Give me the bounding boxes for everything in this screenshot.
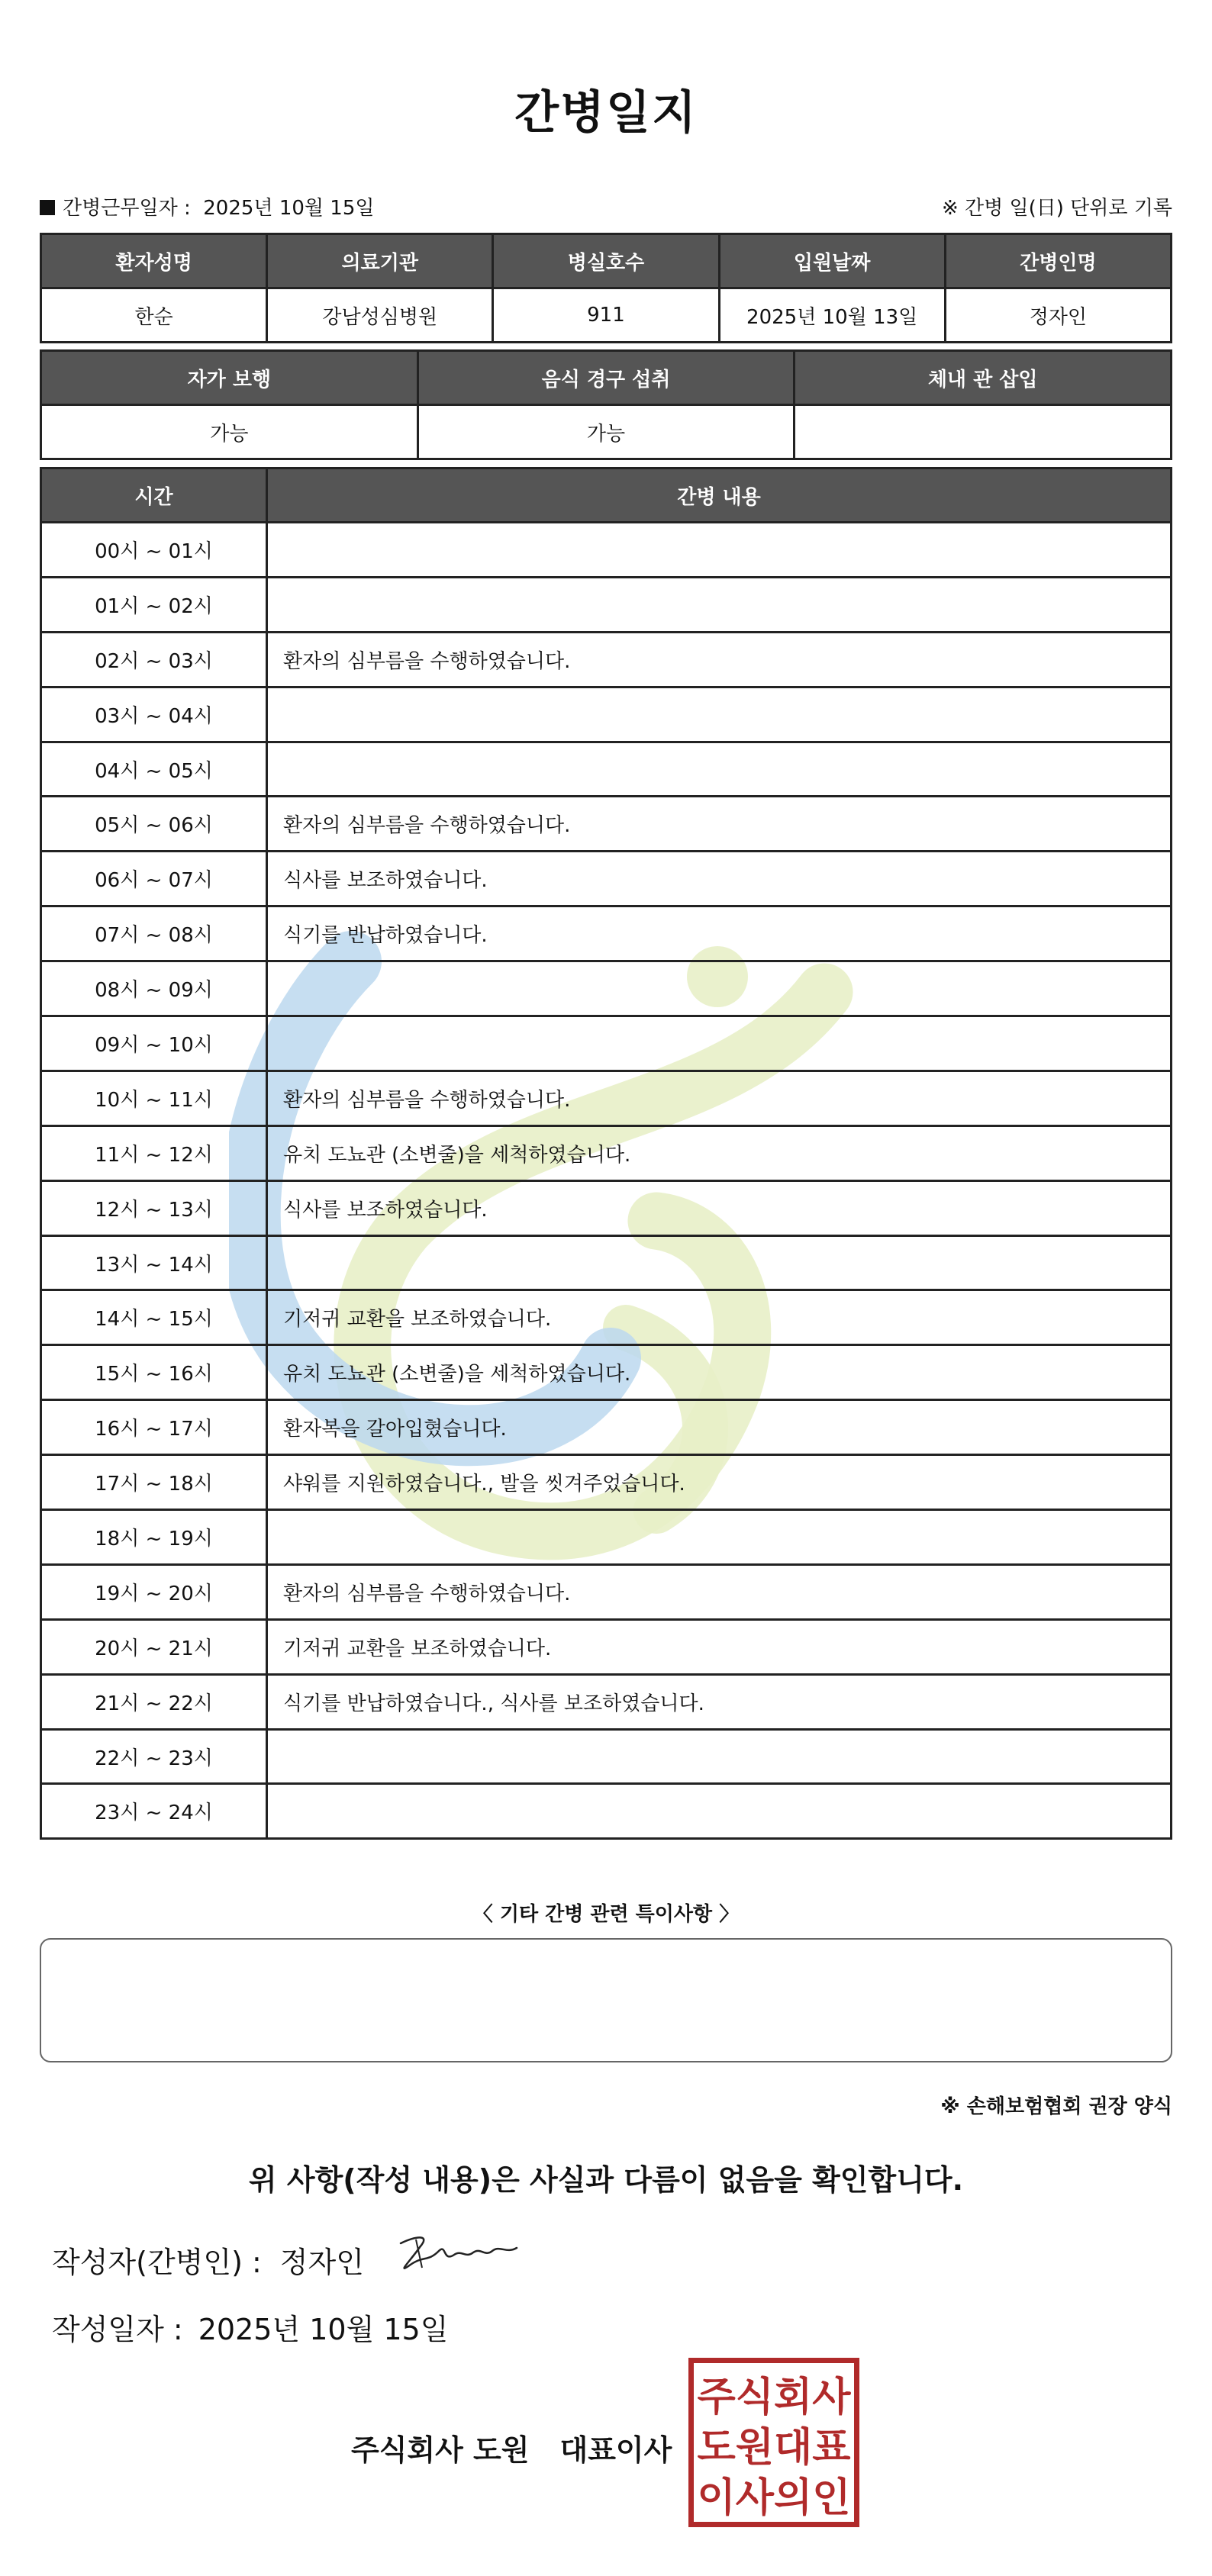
write-date-label: 작성일자 :	[52, 2313, 183, 2346]
time-cell: 14시 ~ 15시	[41, 1290, 267, 1345]
time-cell: 10시 ~ 11시	[41, 1071, 267, 1125]
caregiver-name-cell: 정자인	[945, 288, 1171, 343]
time-cell: 07시 ~ 08시	[41, 906, 267, 961]
care-content-cell: 환자의 심부름을 수행하였습니다.	[267, 797, 1172, 852]
table-row	[41, 632, 1172, 687]
care-content-cell: 샤워를 지원하였습니다., 발을 씻겨주었습니다.	[267, 1455, 1172, 1510]
time-cell: 05시 ~ 06시	[41, 797, 267, 852]
table-row	[41, 1016, 1172, 1071]
table-row	[41, 1674, 1172, 1729]
hospital-cell: 강남성심병원	[267, 288, 493, 343]
time-cell: 22시 ~ 23시	[41, 1729, 267, 1784]
care-content-cell	[267, 1016, 1172, 1071]
header-care-content: 간병 내용	[267, 469, 1172, 523]
time-cell: 16시 ~ 17시	[41, 1400, 267, 1455]
walking-cell: 가능	[41, 405, 418, 459]
table-row	[41, 1619, 1172, 1674]
care-content-cell: 식기를 반납하였습니다., 식사를 보조하였습니다.	[267, 1674, 1172, 1729]
care-content-cell: 환자의 심부름을 수행하였습니다.	[267, 1564, 1172, 1619]
header-tube: 체내 관 삽입	[795, 351, 1172, 405]
time-cell: 11시 ~ 12시	[41, 1125, 267, 1180]
table-row	[41, 742, 1172, 797]
work-date-value: 2025년 10월 15일	[203, 197, 375, 220]
time-cell: 02시 ~ 03시	[41, 632, 267, 687]
care-content-cell: 유치 도뇨관 (소변줄)을 세척하였습니다.	[267, 1125, 1172, 1180]
company-role: 대표이사	[559, 2433, 672, 2467]
header-room: 병실호수	[493, 234, 719, 288]
page-title: 간병일지	[514, 86, 698, 140]
table-row	[41, 523, 1172, 578]
table-row	[41, 906, 1172, 961]
header-caregiver-name: 간병인명	[945, 234, 1171, 288]
time-cell: 17시 ~ 18시	[41, 1455, 267, 1510]
table-row	[41, 1729, 1172, 1784]
unit-note: ※ 간병 일(日) 단위로 기록	[941, 197, 1172, 220]
time-cell: 15시 ~ 16시	[41, 1345, 267, 1400]
care-content-cell: 환자의 심부름을 수행하였습니다.	[267, 1071, 1172, 1125]
time-cell: 21시 ~ 22시	[41, 1674, 267, 1729]
writer-label: 작성자(간병인) :	[52, 2246, 262, 2279]
table-row	[41, 1400, 1172, 1455]
care-content-cell	[267, 1510, 1172, 1565]
care-content-cell: 기저귀 교환을 보조하였습니다.	[267, 1619, 1172, 1674]
table-row	[41, 1564, 1172, 1619]
square-bullet-icon	[40, 200, 55, 215]
table-row	[41, 797, 1172, 852]
time-cell: 20시 ~ 21시	[41, 1619, 267, 1674]
care-content-cell	[267, 687, 1172, 742]
table-row	[41, 687, 1172, 742]
table-row	[41, 577, 1172, 632]
care-content-cell: 환자복을 갈아입혔습니다.	[267, 1400, 1172, 1455]
notes-box	[40, 1938, 1172, 2062]
table-row	[41, 961, 1172, 1016]
table-row	[41, 1455, 1172, 1510]
patient-name-cell: 한순	[41, 288, 267, 343]
table-row	[41, 1071, 1172, 1125]
header-time: 시간	[41, 469, 267, 523]
header-walking: 자가 보행	[41, 351, 418, 405]
writer-row	[52, 2239, 364, 2281]
time-cell: 08시 ~ 09시	[41, 961, 267, 1016]
table-row	[41, 1180, 1172, 1235]
time-cell: 13시 ~ 14시	[41, 1235, 267, 1290]
care-content-cell: 환자의 심부름을 수행하였습니다.	[267, 632, 1172, 687]
time-cell: 23시 ~ 24시	[41, 1784, 267, 1839]
time-cell: 12시 ~ 13시	[41, 1180, 267, 1235]
care-content-cell	[267, 1784, 1172, 1839]
header-oral-intake: 음식 경구 섭취	[417, 351, 795, 405]
work-date-label: 간병근무일자 :	[63, 197, 191, 220]
care-content-cell	[267, 1729, 1172, 1784]
time-cell: 03시 ~ 04시	[41, 687, 267, 742]
table-row	[41, 1345, 1172, 1400]
care-content-cell	[267, 1235, 1172, 1290]
handwritten-signature-icon	[385, 2220, 523, 2281]
time-cell: 04시 ~ 05시	[41, 742, 267, 797]
care-content-cell: 유치 도뇨관 (소변줄)을 세척하였습니다.	[267, 1345, 1172, 1400]
patient-status-table	[40, 349, 1172, 460]
table-row	[41, 1510, 1172, 1565]
care-content-cell: 기저귀 교환을 보조하였습니다.	[267, 1290, 1172, 1345]
care-content-cell	[267, 742, 1172, 797]
table-row	[41, 1235, 1172, 1290]
time-cell: 00시 ~ 01시	[41, 523, 267, 578]
company-seal-stamp-icon	[688, 2358, 859, 2527]
seal-line-3: 이사의인	[697, 2475, 851, 2521]
seal-line-2: 도원대표	[697, 2425, 851, 2471]
room-cell: 911	[493, 288, 719, 343]
tube-cell	[795, 405, 1172, 459]
patient-info-table	[40, 233, 1172, 343]
table-row	[41, 1125, 1172, 1180]
write-date-row	[52, 2306, 448, 2348]
seal-line-1: 주식회사	[697, 2375, 851, 2420]
table-row	[41, 1784, 1172, 1839]
header-admission-date: 입원날짜	[719, 234, 945, 288]
company-row	[351, 2426, 672, 2468]
time-cell: 01시 ~ 02시	[41, 577, 267, 632]
care-content-cell: 식사를 보조하였습니다.	[267, 1180, 1172, 1235]
care-log-table	[40, 467, 1172, 1840]
work-date-row	[40, 192, 374, 221]
header-patient-name: 환자성명	[41, 234, 267, 288]
care-content-cell	[267, 577, 1172, 632]
table-row	[41, 1290, 1172, 1345]
care-content-cell	[267, 961, 1172, 1016]
care-content-cell: 식사를 보조하였습니다.	[267, 852, 1172, 906]
time-cell: 09시 ~ 10시	[41, 1016, 267, 1071]
time-cell: 18시 ~ 19시	[41, 1510, 267, 1565]
company-name: 주식회사 도원	[351, 2433, 530, 2467]
writer-name: 정자인	[279, 2246, 364, 2279]
write-date-value: 2025년 10월 15일	[198, 2313, 449, 2346]
time-cell: 06시 ~ 07시	[41, 852, 267, 906]
time-cell: 19시 ~ 20시	[41, 1564, 267, 1619]
recommendation-note: ※ 손해보험협회 권장 양식	[940, 2095, 1172, 2118]
table-row	[41, 852, 1172, 906]
care-content-cell: 식기를 반납하였습니다.	[267, 906, 1172, 961]
header-hospital: 의료기관	[267, 234, 493, 288]
confirmation-statement: 위 사항(작성 내용)은 사실과 다름이 없음을 확인합니다.	[248, 2163, 964, 2197]
oral-intake-cell: 가능	[417, 405, 795, 459]
notes-title: 〈 기타 간병 관련 특이사항 〉	[472, 1903, 740, 1926]
care-content-cell	[267, 523, 1172, 578]
admission-date-cell: 2025년 10월 13일	[719, 288, 945, 343]
